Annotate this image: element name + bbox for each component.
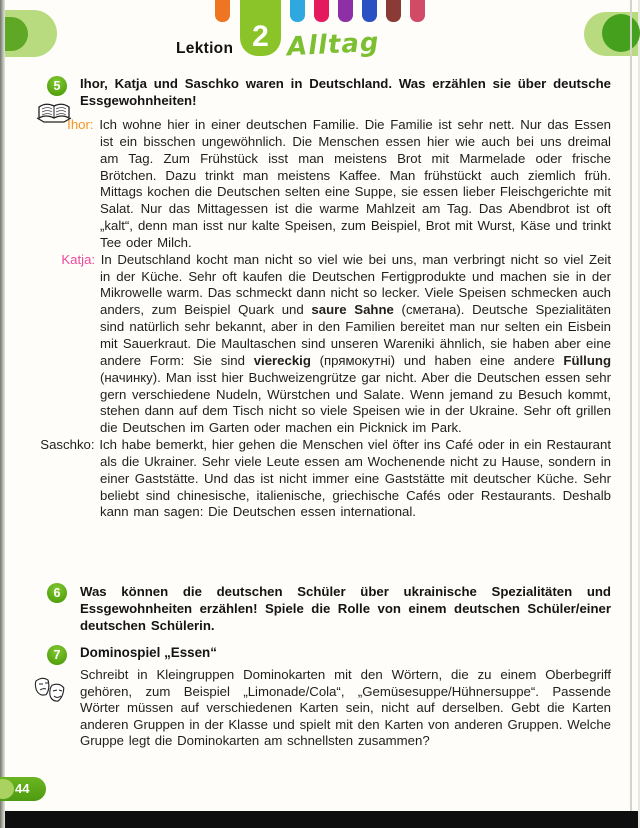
dialog-paragraph xyxy=(67,117,611,252)
exercise-5-number: 5 xyxy=(53,79,61,93)
dialog-text: (прямокутні) und haben eine andere xyxy=(310,352,564,368)
dialog-text: Ich wohne hier in einer deutschen Familie. Die Familie ist sehr nett. Nur das Essen ist ein bisschen ungewöhnlich. Die Menschen essen hier wie auch bei uns dreimal am Tag. Zum Frühstück isst man meistens Brot mit Marmelade oder frische Brötchen. Dazu trinkt man meistens Kaffee. Man frühstückt auch ziemlich früh. Mittags kochen die Deutschen selten eine Suppe, sie essen lieber Fleischgerichte mit Salat. Nur das Mittagessen ist die warme Mahlzeit am Tag. Das Abendbrot ist oft „kalt“, denn man isst nur kalte Speisen, zum Beispiel, Brot mit Wurst, Käse und trinkt Tee oder Milch. xyxy=(99,117,611,250)
ribbon-bar xyxy=(362,0,377,22)
exercise-7-badge xyxy=(47,645,67,665)
page-right-edge xyxy=(630,0,632,811)
exercise-6-task: Was können die deutschen Schüler über ukrainische Spezialitäten und Essgewohnheiten erzählen! Spiele die Rolle von einem deutschen Schüler/einer deutschen Schülerin. xyxy=(80,584,611,633)
speaker-name: Saschko: xyxy=(40,437,100,453)
ribbon-bar xyxy=(410,0,425,22)
lektion-label: Lektion xyxy=(176,40,234,57)
page-badge-dot xyxy=(0,779,14,799)
exercise-6-number: 6 xyxy=(53,586,61,600)
dialog-bold-term: viereckig xyxy=(253,352,311,368)
exercise-6-badge xyxy=(47,583,67,603)
ribbon-bar xyxy=(314,0,329,22)
book-spine-edge xyxy=(0,0,5,828)
speaker-name: Katja: xyxy=(61,251,101,267)
exercise-7-number: 7 xyxy=(53,648,61,662)
dialog-text: Ich habe bemerkt, hier gehen die Menschen viel öfter ins Café oder in ein Restaurant als die Ukrainer. Sehr viele Leute essen am Wochenende nicht zu Hause, sondern in einer Gaststätte. Und das ist nicht immer eine Gaststätte mit deutscher Küche. Sehr beliebt sind chinesische, italienische, griechische Cafés oder Restaurants. Deshalb kann man sagen: Die Deutschen essen international. xyxy=(99,437,611,520)
page-number-badge xyxy=(0,777,46,801)
dialog-text: In Deutschland kocht man nicht so viel wie bei uns, man verbringt nicht so viel Zeit in der Küche. Sehr oft kaufen die Deutschen Fertigprodukte und machen sie in der Mikrowelle warm. Das schmeckt dann nicht so lecker. Viele Speisen schmecken auch anders, zum Beispiel Quark und xyxy=(100,251,612,318)
speaker-name: Ihor: xyxy=(67,117,100,132)
bottom-black-bar xyxy=(0,811,638,828)
ribbon-bar xyxy=(338,0,353,22)
lesson-number-tab xyxy=(240,0,281,56)
lesson-title: Alltag xyxy=(286,27,381,63)
dialog xyxy=(40,117,612,521)
page-number: 44 xyxy=(15,781,30,796)
lesson-number: 2 xyxy=(252,20,269,53)
ribbon-bar xyxy=(386,0,401,22)
dialog-paragraph xyxy=(61,251,612,437)
exercise-5-badge xyxy=(47,76,67,96)
ribbon-bar xyxy=(215,0,230,22)
dialog-bold-term: saure Sahne xyxy=(311,302,394,318)
exercise-7-title: Dominospiel „Essen“ xyxy=(80,645,217,660)
dialog-paragraph xyxy=(40,437,611,521)
ribbon-bar xyxy=(290,0,305,22)
right-green-circle-dark xyxy=(602,14,640,52)
exercise-7-task: Schreibt in Kleingruppen Dominokarten mit den Wörtern, die zu einem Oberbegriff gehören, zum Beispiel „Limonade/Cola“, „Gemüsesuppe/Hühnersuppe“. Passende Wörter müssen auf verschiedenen Karten sein, nicht auf derselben. Gebt die Karten anderen Gruppen in der Klasse und spielt mit den Karten von anderen Gruppen. Welche Gruppe legt die Dominokarten am schnellsten zusammen? xyxy=(80,667,611,748)
exercise-5-task: Ihor, Katja und Saschko waren in Deutschland. Was erzählen sie über deutsche Essgewohnheiten! xyxy=(80,76,611,108)
dialog-bold-term: Füllung xyxy=(563,352,612,368)
theater-masks-icon xyxy=(33,674,67,711)
dialog-text: (начинку). Man isst hier Buchweizengrütze gar nicht. Aber die Deutschen essen sehr gern verschiedene Nudeln, Würstchen und Salate. Wenn jemand zu Besuch kommt, stehen dann auf dem Tisch nicht so viele Speisen wie in der Ukraine. Sehr oft grillen die Deutschen im Garten oder machen ein Picknick im Park. xyxy=(100,369,611,436)
dialog-text: (сметана). Deutsche Spezialitäten sind natürlich sehr bekannt, aber in den Familien bereitet man nur selten ein Eisbein mit Sauerkraut. Die Maultaschen sind unseren Wareniki ähnlich, sie haben aber eine andere Form: Sie sind xyxy=(100,302,611,368)
